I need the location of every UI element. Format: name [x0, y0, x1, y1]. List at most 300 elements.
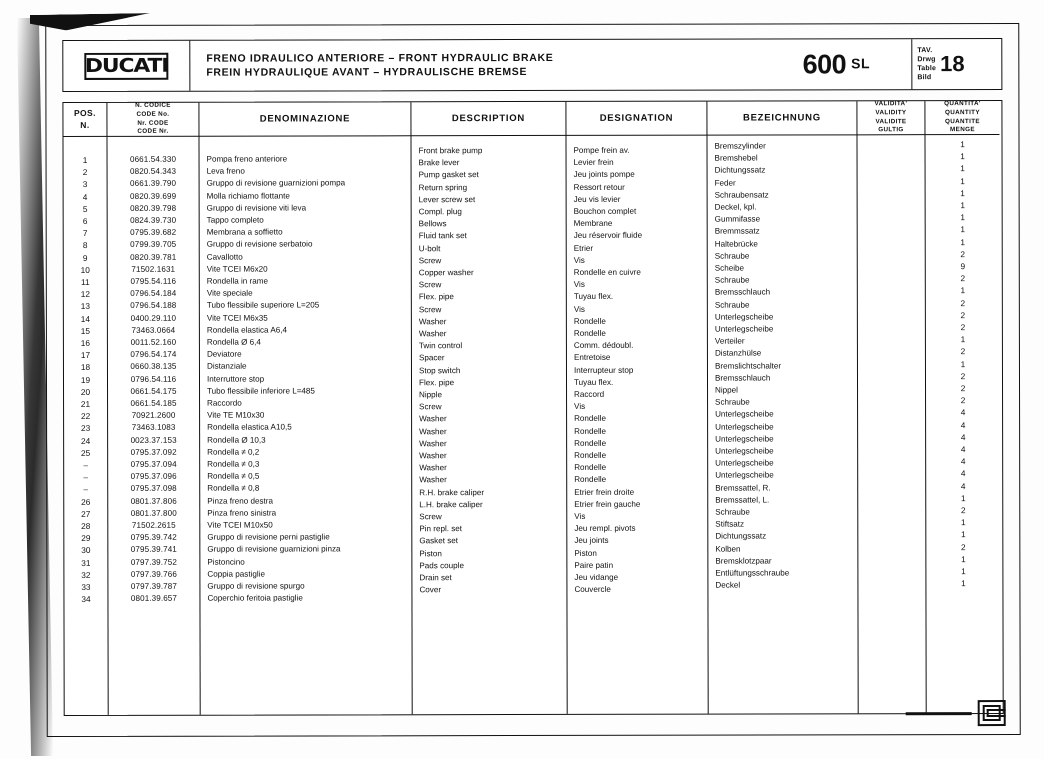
header-validita-line4: GULTIG: [878, 126, 904, 134]
table-cell: 2: [960, 297, 966, 308]
table-cell: Etrier frein droite: [574, 487, 635, 497]
header-validita-line3: VALIDITE: [875, 117, 907, 125]
table-cell: [858, 457, 925, 469]
table-cell: Bellows: [418, 219, 447, 229]
table-number: 18: [940, 51, 965, 77]
column-bezeichnung: [707, 101, 858, 713]
column-body-bezeichnung: [707, 135, 857, 712]
table-cell: [858, 165, 925, 177]
column-description: [411, 102, 567, 714]
table-cell: Screw: [418, 304, 442, 314]
table-cell: 1: [960, 139, 965, 150]
column-designation: [566, 102, 708, 714]
table-cell: Gummifasse: [714, 214, 761, 224]
table-cell: 0801.37.806: [130, 496, 177, 506]
column-header-description: [411, 102, 565, 136]
table-cell: Unterlegscheibe: [715, 422, 774, 432]
table-cell: 4: [960, 480, 966, 491]
header-designation: DESIGNATION: [599, 112, 674, 124]
table-cell: Schraubensatz: [714, 190, 769, 200]
table-cell: [858, 409, 925, 421]
table-cell: Schraube: [714, 251, 750, 261]
column-header-bezeichnung: [707, 101, 856, 135]
registration-mark-icon: [978, 700, 1006, 726]
table-cell: Bremmssatz: [714, 226, 760, 237]
table-cell: 1: [960, 200, 965, 211]
table-cell: Unterlegscheibe: [714, 324, 774, 334]
table-cell: 0820.39.699: [130, 191, 177, 201]
table-cell: Levier frein: [573, 158, 614, 168]
table-cell: 16: [80, 337, 91, 348]
table-cell: 19: [80, 374, 91, 385]
table-cell: [858, 201, 925, 213]
column-header-quantita: [925, 101, 999, 135]
table-cell: 27: [81, 508, 91, 519]
table-cell: 2: [960, 383, 966, 394]
table-cell: 1: [960, 334, 966, 345]
table-cell: 7: [82, 228, 88, 239]
table-cell: Deckel, kpl.: [714, 202, 757, 212]
table-cell: [858, 348, 925, 360]
table-cell: Jeu réservoir fluide: [573, 231, 643, 241]
table-cell: Deckel: [715, 580, 741, 590]
table-cell: Feder: [714, 178, 736, 188]
table-cell: Bremssattel, L.: [715, 495, 770, 505]
table-cell: Washer: [419, 426, 447, 436]
table-cell: 0795.39.682: [130, 227, 177, 238]
header-description: DESCRIPTION: [451, 113, 526, 125]
table-cell: 15: [80, 325, 91, 336]
table-cell: Gasket set: [419, 536, 459, 546]
table-cell: 0661.54.185: [130, 398, 177, 408]
table-cell: 9: [82, 252, 88, 263]
table-cell: Interruttore stop: [206, 374, 265, 384]
table-cell: 71502.1631: [131, 264, 176, 274]
table-cell: Jeu joints: [574, 536, 609, 546]
table-cell: Washer: [418, 329, 447, 339]
table-cell: [858, 543, 925, 555]
table-cell: 73463.1083: [131, 423, 176, 433]
table-cell: 2: [960, 248, 966, 259]
table-cell: Scheibe: [714, 263, 745, 273]
model-designation: [761, 39, 912, 89]
table-cell: Vite TCEI M6x20: [206, 264, 268, 274]
table-cell: Coperchio feritoia pastiglie: [207, 593, 303, 603]
table-cell: Gruppo di revisione spurgo: [207, 581, 305, 591]
table-cell: 0661.54.330: [129, 154, 177, 164]
table-cell: Schraube: [715, 507, 750, 517]
table-cell: [858, 494, 925, 506]
table-cell: Pistoncino: [207, 557, 245, 567]
table-cell: Washer: [418, 316, 447, 327]
title-line-french-german: FREIN HYDRAULIQUE AVANT – HYDRAULISCHE BREMSE: [206, 66, 528, 79]
table-cell: [858, 238, 925, 250]
table-cell: Flex. pipe: [418, 377, 455, 388]
table-cell: [858, 262, 925, 274]
table-cell: [858, 421, 925, 433]
table-cell: 0023.37.153: [130, 435, 177, 445]
table-cell: Screw: [419, 402, 442, 412]
table-cell: Fluid tank set: [418, 231, 467, 241]
table-cell: Rondella Ø 10,3: [207, 435, 266, 445]
table-cell: 0661.54.175: [130, 386, 177, 396]
table-cell: Pin repl. set: [419, 524, 463, 534]
table-cell: Copper washer: [418, 268, 474, 278]
table-cell: 2: [961, 541, 966, 552]
table-cell: Membrane: [573, 219, 613, 229]
table-cell: 73463.0664: [131, 325, 176, 335]
table-cell: Tappo completo: [206, 215, 264, 225]
table-cell: Membrana a soffietto: [206, 227, 283, 237]
table-cell: Distanzhülse: [714, 348, 762, 359]
table-cell: Piston: [574, 548, 597, 558]
table-cell: Raccord: [574, 389, 605, 399]
table-cell: Washer: [419, 438, 447, 449]
table-cell: 0795.39.741: [130, 545, 177, 555]
column-validita: [857, 101, 926, 713]
table-cell: 2: [82, 167, 88, 178]
ducati-logo-text: DUCATI: [84, 54, 168, 77]
table-cell: Unterlegscheibe: [715, 434, 774, 444]
table-cell: Stop switch: [418, 365, 461, 375]
table-cell: 1: [960, 163, 965, 174]
table-cell: 2: [960, 370, 966, 381]
table-cell: 0795.37.092: [130, 447, 177, 457]
table-cell: Front brake pump: [418, 146, 483, 156]
table-cell: 31: [81, 557, 91, 568]
table-cell: 2: [960, 273, 966, 284]
column-body-denominazione: [199, 136, 411, 713]
table-cell: [858, 482, 925, 494]
table-cell: Interrupteur stop: [573, 365, 634, 375]
table-cell: Schraube: [714, 300, 750, 310]
table-cell: 12: [80, 289, 90, 300]
table-cell: –: [83, 459, 88, 470]
table-cell: [858, 518, 925, 530]
table-cell: Unterlegscheibe: [715, 458, 774, 468]
table-cell: –: [83, 472, 89, 483]
table-cell: 70921.2600: [131, 410, 176, 421]
table-cell: Washer: [419, 463, 447, 473]
table-cell: 6: [82, 215, 88, 226]
header-pos-line1: POS.: [73, 107, 96, 118]
column-code: [107, 103, 200, 715]
table-cell: 33: [81, 581, 91, 592]
header-quantita-line3: QUANTITE: [944, 117, 980, 125]
page-sheet: [45, 23, 1020, 737]
table-cell: Gruppo di revisione serbatoio: [206, 239, 313, 250]
column-denominazione: [199, 102, 412, 714]
logo-box: [84, 52, 168, 79]
table-cell: Distanziale: [206, 361, 247, 372]
table-cell: 0797.39.766: [130, 569, 177, 579]
header-code-line3: Nr. CODE: [137, 119, 169, 127]
model-number: 600: [802, 48, 847, 79]
table-cell: Comm. dédoubl.: [573, 340, 634, 351]
table-cell: Tubo flessibile superiore L=205: [206, 300, 320, 311]
table-cell: [858, 287, 925, 299]
column-header-validita: [857, 101, 924, 135]
table-cell: 0824.39.730: [130, 215, 177, 225]
table-cell: Lever screw set: [418, 194, 476, 205]
table-cell: Bremsschlauch: [714, 373, 771, 383]
table-label-drwg: Drwg: [917, 55, 936, 63]
table-cell: 1: [960, 358, 966, 369]
table-cell: 1: [961, 578, 966, 589]
table-cell: 4: [960, 407, 966, 418]
table-cell: Screw: [419, 512, 442, 522]
table-cell: [858, 579, 925, 591]
table-cell: [858, 567, 925, 579]
table-cell: 24: [80, 435, 91, 446]
table-cell: Raccordo: [207, 398, 242, 408]
column-body-validita: [857, 135, 925, 712]
table-cell: 0820.54.343: [129, 166, 177, 177]
header-denominazione: DENOMINAZIONE: [259, 113, 351, 125]
table-cell: 29: [81, 533, 91, 544]
registration-rule: [906, 712, 972, 715]
column-body-quantita: [925, 135, 1000, 712]
table-cell: Vis: [573, 280, 585, 290]
table-cell: Bremszylinder: [714, 141, 766, 151]
table-cell: 1: [82, 154, 88, 165]
table-cell: 0660.38.135: [130, 362, 177, 372]
table-cell: Vis: [573, 304, 585, 314]
table-cell: Washer: [419, 475, 447, 485]
table-cell: Leva freno: [206, 166, 245, 176]
table-label-tav: TAV.: [917, 46, 933, 54]
table-cell: 4: [960, 419, 966, 430]
table-cell: Flex. pipe: [418, 292, 454, 302]
table-cell: [858, 506, 925, 518]
table-cell: 1: [960, 175, 965, 186]
table-cell: Pompa freno anteriore: [206, 154, 288, 164]
table-cell: Rondella ≠ 0,2: [207, 447, 260, 457]
column-quantita: [925, 101, 1000, 713]
table-cell: 2: [960, 505, 966, 516]
page-title: [190, 40, 761, 91]
table-cell: [858, 311, 925, 323]
table-cell: [858, 470, 925, 482]
table-cell: 1: [960, 212, 965, 223]
table-cell: 2: [960, 395, 966, 406]
table-cell: Vis: [574, 402, 586, 412]
table-cell: Bremslichtschalter: [714, 361, 782, 371]
table-cell: 11: [80, 276, 90, 287]
title-line-italian-english: FRENO IDRAULICO ANTERIORE – FRONT HYDRAULIC BRAKE: [206, 51, 554, 65]
table-cell: [858, 531, 925, 543]
table-cell: Bremssattel, R.: [715, 483, 771, 493]
table-cell: Rondella ≠ 0,5: [207, 471, 260, 481]
table-cell: Gruppo di revisione guarnizioni pinza: [207, 544, 341, 555]
table-cell: Rondella elastica A10,5: [207, 422, 292, 433]
table-cell: Nippel: [715, 385, 738, 395]
table-cell: Jeu vis levier: [573, 194, 621, 204]
table-cell: Vite TCEI M10x50: [207, 520, 273, 530]
table-cell: Washer: [419, 451, 447, 461]
table-cell: 0795.54.116: [130, 276, 177, 286]
table-cell: 0795.37.094: [130, 459, 177, 469]
table-cell: Drain set: [419, 573, 452, 583]
table-cell: 34: [81, 594, 91, 605]
table-cell: Gruppo di revisione perni pastiglie: [207, 532, 330, 542]
table-cell: Deviatore: [206, 349, 242, 359]
table-cell: 28: [81, 520, 91, 531]
table-cell: 1: [960, 285, 966, 296]
table-cell: Schraube: [715, 397, 750, 407]
table-cell: Bremshebel: [714, 153, 758, 163]
header-validita-line2: VALIDITY: [875, 109, 907, 117]
column-header-position: [63, 103, 106, 137]
table-cell: [858, 445, 925, 457]
table-cell: Tuyau flex.: [573, 377, 614, 387]
table-cell: Gruppo di revisione guarnizioni pompa: [206, 178, 346, 189]
table-cell: 4: [960, 444, 966, 455]
table-cell: [858, 152, 925, 164]
table-number-block: [912, 39, 1001, 89]
table-cell: 1: [961, 566, 966, 577]
table-cell: 1: [960, 151, 965, 162]
table-cell: Pump gasket set: [418, 170, 479, 180]
column-header-denominazione: [199, 102, 410, 136]
header-code-line2: CODE No.: [136, 110, 170, 118]
table-cell: 71502.2615: [131, 520, 176, 530]
table-cell: 10: [80, 264, 90, 275]
table-cell: Bremsklotzpaar: [715, 556, 772, 566]
table-cell: Entlüftungsschraube: [715, 568, 790, 578]
table-cell: Coppia pastiglie: [207, 569, 266, 579]
table-cell: Paire patin: [574, 560, 614, 570]
table-cell: 1: [960, 224, 966, 235]
parts-table: [62, 100, 1003, 716]
table-cell: Nipple: [419, 390, 442, 400]
table-cell: Gruppo di revisione viti leva: [206, 203, 307, 213]
table-cell: 5: [82, 203, 88, 214]
table-cell: 0400.29.110: [130, 313, 177, 323]
table-cell: –: [83, 484, 89, 495]
column-body-position: [63, 137, 107, 714]
table-cell: Rondella ≠ 0,8: [207, 483, 260, 494]
table-cell: 26: [81, 496, 91, 507]
table-cell: Cavallotto: [206, 252, 243, 262]
table-cell: 0801.37.800: [130, 508, 177, 518]
table-cell: [858, 226, 925, 238]
table-cell: 0796.54.174: [130, 349, 177, 360]
header-pos-line2: N.: [80, 119, 90, 130]
table-cell: 0011.52.160: [130, 337, 177, 347]
table-cell: 25: [81, 447, 91, 458]
table-cell: Rondelle: [574, 463, 607, 473]
table-cell: [858, 396, 925, 408]
table-cell: 0801.39.657: [130, 593, 178, 604]
column-header-code: [107, 103, 198, 137]
table-cell: [858, 250, 925, 262]
table-cell: 8: [82, 240, 88, 251]
table-cell: 0799.39.705: [130, 240, 177, 250]
table-cell: Rondelle: [574, 438, 607, 448]
table-cell: 13: [80, 301, 90, 312]
table-cell: Molla richiamo flottante: [206, 191, 290, 201]
column-body-description: [411, 136, 566, 713]
table-cell: Spacer: [418, 353, 445, 363]
table-cell: 0795.37.098: [130, 484, 177, 494]
model-suffix: SL: [851, 55, 871, 72]
table-cell: 1: [961, 529, 966, 540]
table-cell: Unterlegscheibe: [715, 470, 774, 481]
table-cell: [858, 372, 925, 384]
table-cell: 0797.39.752: [130, 557, 177, 567]
table-cell: Piston: [419, 548, 442, 558]
table-cell: Rondella in rame: [206, 276, 268, 286]
table-cell: [858, 384, 925, 396]
table-cell: Stiftsatz: [715, 519, 745, 529]
table-cell: Vis: [574, 511, 586, 521]
table-cell: 0796.54.184: [130, 288, 177, 299]
table-cell: Rondella Ø 6,4: [206, 337, 261, 347]
table-cell: 0661.39.790: [130, 179, 177, 189]
table-cell: 0795.39.742: [130, 532, 177, 543]
table-cell: Rondella elastica A6,4: [206, 325, 287, 335]
table-label-table: Table: [917, 65, 937, 73]
table-cell: Pinza freno sinistra: [207, 508, 277, 518]
table-cell: Couvercle: [574, 585, 611, 595]
table-label-bild: Bild: [917, 74, 932, 82]
table-cell: Rondelle: [574, 475, 607, 485]
table-cell: Schraube: [714, 275, 750, 285]
header-quantita-line1: QUANTITA': [944, 100, 981, 108]
table-cell: Unterlegscheibe: [715, 409, 774, 420]
table-cell: Cover: [419, 585, 442, 595]
table-cell: 9: [960, 261, 966, 272]
table-cell: [858, 274, 925, 286]
table-cell: 0820.39.781: [130, 252, 177, 262]
header-validita-line1: VALIDITA': [874, 100, 908, 108]
table-cell: 4: [960, 456, 966, 467]
table-cell: Rondelle: [574, 426, 607, 436]
table-cell: Vite TE M10x30: [207, 410, 265, 420]
table-cell: Twin control: [418, 341, 463, 351]
header-code-line4: CODE Nr.: [137, 127, 169, 136]
table-cell: [858, 213, 925, 225]
table-cell: 1: [961, 553, 966, 564]
table-cell: Pads couple: [419, 560, 464, 571]
table-cell: Tubo flessibile inferiore L=485: [207, 386, 315, 396]
header-quantita-line2: QUANTITY: [944, 108, 980, 116]
table-cell: Vis: [573, 255, 585, 265]
table-cell: 1: [960, 187, 965, 198]
table-cell: 3: [82, 179, 88, 190]
table-cell: Unterlegscheibe: [715, 446, 774, 456]
table-cell: 1: [960, 492, 966, 503]
table-cell: 1: [960, 517, 966, 528]
table-cell: Jeu joints pompe: [573, 170, 635, 180]
table-cell: Tuyau flex.: [573, 292, 614, 302]
table-cell: 1: [960, 236, 966, 247]
table-cell: [858, 189, 925, 201]
table-cell: Pinza freno destra: [207, 496, 273, 506]
header-code-line1: N. CODICE: [135, 101, 171, 109]
table-cell: Etrier frein gauche: [574, 499, 641, 509]
table-cell: Rondella ≠ 0,3: [207, 459, 260, 469]
table-cell: [858, 177, 925, 189]
table-cell: 30: [81, 545, 91, 556]
table-cell: 23: [80, 423, 91, 434]
column-body-designation: [566, 136, 707, 713]
table-cell: Brake lever: [418, 158, 460, 168]
table-cell: 2: [960, 322, 966, 333]
table-cell: [858, 323, 925, 335]
table-cell: 0795.37.096: [130, 471, 177, 482]
